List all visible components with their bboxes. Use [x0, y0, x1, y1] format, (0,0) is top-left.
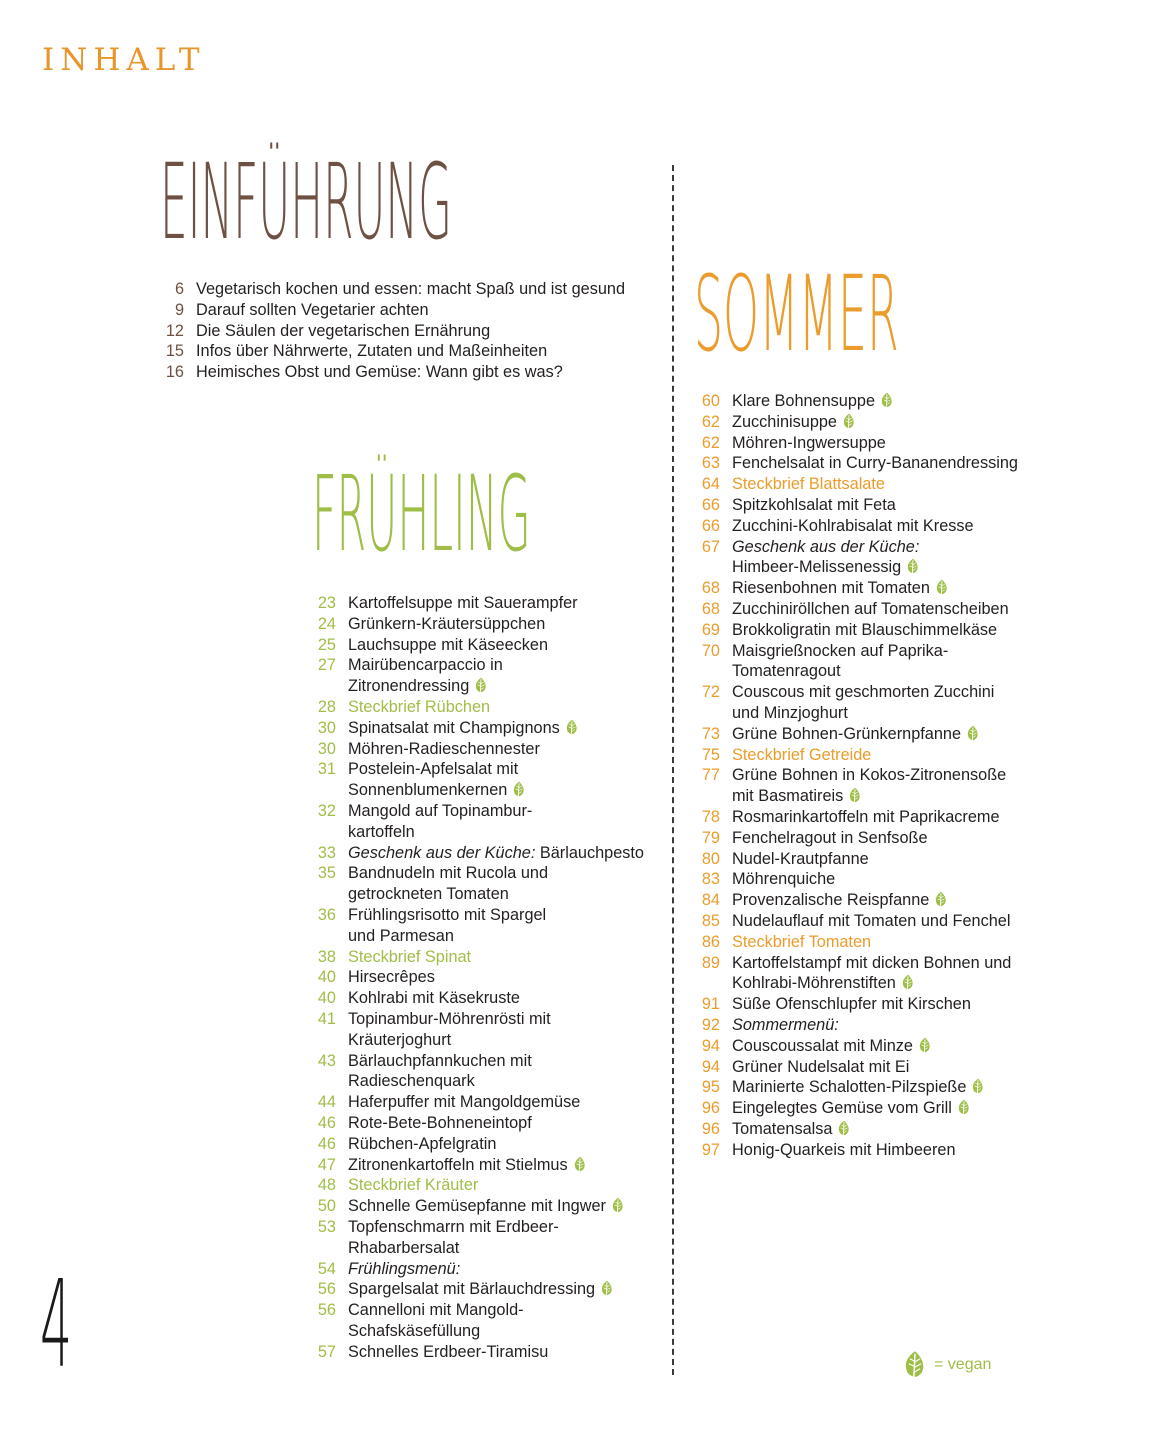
- toc-entry: [300, 739, 644, 760]
- toc-entry: [684, 599, 1018, 620]
- column-divider: [672, 165, 674, 1375]
- toc-entry: [300, 718, 644, 739]
- toc-entry: [684, 1140, 1018, 1161]
- toc-entry-title: Möhrenquiche: [732, 870, 836, 889]
- toc-entry-title: Rübchen-Apfelgratin: [348, 1134, 497, 1153]
- toc-entry-title: Darauf sollten Vegetarier achten: [196, 300, 429, 319]
- section-title-sommer: SOMMER: [694, 253, 899, 375]
- toc-entry-title: Marinierte Schalotten-Pilzspieße: [732, 1078, 967, 1097]
- toc-entry-title: Fenchelragout in Senfsoße: [732, 828, 928, 847]
- toc-page-number: 85: [701, 911, 720, 930]
- leaf-icon: [971, 1078, 985, 1095]
- toc-page-number: 67: [701, 537, 720, 556]
- toc-entry: [684, 932, 1018, 953]
- toc-entry-title: Süße Ofenschlupfer mit Kirschen: [732, 995, 971, 1014]
- toc-page-number: 6: [174, 280, 184, 298]
- toc-entry-text: [720, 724, 980, 745]
- toc-entry: [684, 1015, 1018, 1036]
- toc-list-einfuehrung: [150, 279, 625, 383]
- toc-entry-text: [720, 1077, 985, 1098]
- toc-entry-text: [336, 1175, 478, 1196]
- toc-page-number: 25: [317, 635, 336, 654]
- toc-entry-title: Haferpuffer mit Mangoldgemüse: [348, 1093, 581, 1112]
- toc-page-number: 44: [317, 1093, 336, 1112]
- toc-page-number: 86: [701, 932, 720, 951]
- section-title-fruehling: FRÜHLING: [312, 453, 531, 575]
- legend-label: = vegan: [934, 1356, 992, 1373]
- toc-entry-title: Möhren-Ingwersuppe: [732, 433, 886, 452]
- toc-entry-text: [720, 578, 949, 599]
- toc-entry-text: [720, 682, 994, 724]
- toc-entry: [300, 843, 644, 864]
- toc-entry-text: [720, 807, 1000, 828]
- toc-entry-text: [720, 433, 886, 454]
- leaf-icon: [901, 974, 915, 991]
- toc-entry-italic: Frühlingsmenü:: [348, 1259, 461, 1278]
- toc-entry: [300, 614, 644, 635]
- toc-entry-title: Tomatensalsa: [732, 1119, 833, 1138]
- toc-entry-title: Mangold auf Topinambur- kartoffeln: [348, 801, 533, 841]
- leaf-icon: [565, 719, 579, 736]
- toc-entry-text: [184, 321, 490, 342]
- toc-entry-text: [720, 453, 1018, 474]
- toc-page-number: 66: [701, 495, 720, 514]
- toc-page-number: 68: [701, 599, 720, 618]
- toc-entry: [300, 1113, 644, 1134]
- toc-entry-title: Zucchinisuppe: [732, 412, 837, 431]
- toc-entry: [150, 362, 625, 383]
- toc-entry-text: [720, 911, 1010, 932]
- toc-entry-text: [720, 474, 885, 495]
- toc-entry-title: Schnelles Erdbeer-Tiramisu: [348, 1342, 549, 1361]
- toc-entry-text: [336, 635, 548, 656]
- toc-entry-title: Die Säulen der vegetarischen Ernährung: [196, 321, 491, 340]
- toc-page-number: 60: [701, 392, 720, 410]
- toc-page-number: 16: [165, 363, 184, 382]
- toc-entry-title: Schnelle Gemüsepfanne mit Ingwer: [348, 1197, 606, 1216]
- toc-entry-italic: Geschenk aus der Küche:: [732, 537, 920, 556]
- leaf-icon: [848, 787, 862, 804]
- toc-entry-title: Grünkern-Kräutersüppchen: [348, 614, 546, 633]
- toc-entry: [150, 341, 625, 362]
- toc-entry-text: [336, 1259, 460, 1280]
- toc-entry-italic: Geschenk aus der Küche:: [348, 843, 536, 862]
- toc-entry-text: [184, 279, 625, 300]
- toc-entry-text: [720, 620, 997, 641]
- toc-entry-text: [720, 890, 948, 911]
- toc-page-number: 78: [701, 807, 720, 826]
- toc-entry-text: [336, 1009, 551, 1051]
- toc-entry-text: [720, 1015, 839, 1036]
- toc-page-number: 27: [317, 656, 336, 675]
- toc-page-number: 77: [701, 766, 720, 785]
- toc-page-number: 83: [701, 870, 720, 889]
- toc-entry: [684, 807, 1018, 828]
- toc-entry: [300, 635, 644, 656]
- toc-entry-title: Klare Bohnensuppe: [732, 392, 876, 410]
- toc-page-number: 12: [165, 321, 184, 340]
- toc-entry-text: [336, 655, 503, 697]
- toc-page-number: 79: [701, 828, 720, 847]
- toc-entry: [684, 1036, 1018, 1057]
- toc-entry-text: [336, 947, 471, 968]
- toc-entry-title: Himbeer-Melissenessig: [732, 558, 902, 577]
- toc-entry-text: [336, 1051, 532, 1093]
- page-header: INHALT: [42, 42, 206, 78]
- toc-entry: [684, 765, 1018, 807]
- toc-page-number: 46: [317, 1113, 336, 1132]
- toc-entry-text: [336, 863, 548, 905]
- toc-page-number: 80: [701, 849, 720, 868]
- toc-entry: [684, 953, 1018, 995]
- toc-entry: [684, 641, 1018, 683]
- toc-page-number: 40: [317, 968, 336, 987]
- toc-page-number: 32: [317, 801, 336, 820]
- toc-entry: [684, 682, 1018, 724]
- toc-entry-title: Bärlauchpfannkuchen mit Radieschenquark: [348, 1051, 532, 1091]
- toc-entry: [684, 1098, 1018, 1119]
- toc-entry-title: Nudelauflauf mit Tomaten und Fenchel: [732, 911, 1011, 930]
- toc-entry: [300, 655, 644, 697]
- leaf-icon: [934, 891, 948, 908]
- toc-page-number: 54: [317, 1259, 336, 1278]
- toc-entry: [300, 1196, 644, 1217]
- toc-entry-text: [336, 614, 545, 635]
- leaf-icon: [512, 781, 526, 798]
- toc-entry: [300, 863, 644, 905]
- toc-entry: [684, 1077, 1018, 1098]
- toc-entry-title: Fenchelsalat in Curry-Bananendressing: [732, 454, 1018, 473]
- toc-entry-title: Topinambur-Möhrenrösti mit Kräuterjoghurt: [348, 1009, 551, 1049]
- toc-entry-text: [336, 1155, 587, 1176]
- toc-page-number: 95: [701, 1078, 720, 1097]
- toc-entry-text: [184, 300, 429, 321]
- toc-entry: [684, 495, 1018, 516]
- toc-page-number: 69: [701, 620, 720, 639]
- toc-entry-title: Hirsecrêpes: [348, 968, 435, 987]
- toc-page-number: 31: [317, 760, 336, 779]
- toc-page-number: 97: [701, 1140, 720, 1159]
- vegan-legend: [902, 1350, 991, 1380]
- toc-page-number: 38: [317, 947, 336, 966]
- toc-page-number: 50: [317, 1197, 336, 1216]
- toc-entry-title: Kohlrabi mit Käsekruste: [348, 989, 520, 1008]
- toc-entry-title: Rote-Bete-Bohneneintopf: [348, 1113, 532, 1132]
- toc-page-number: 89: [701, 953, 720, 972]
- toc-entry-text: [720, 641, 948, 683]
- toc-entry-title: Honig-Quarkeis mit Himbeeren: [732, 1140, 956, 1159]
- toc-entry-title: Couscoussalat mit Minze: [732, 1036, 913, 1055]
- toc-entry: [300, 1342, 644, 1363]
- toc-entry-text: [720, 765, 1006, 807]
- toc-page-number: 47: [317, 1155, 336, 1174]
- toc-entry-text: [336, 1300, 524, 1342]
- toc-entry-title: Steckbrief Getreide: [732, 745, 872, 764]
- toc-entry-title: Postelein-Apfelsalat mit Sonnenblumenkernen: [348, 760, 519, 800]
- toc-page-number: 92: [701, 1015, 720, 1034]
- leaf-icon: [966, 725, 980, 742]
- toc-entry: [684, 537, 1018, 579]
- toc-entry-text: [336, 801, 532, 843]
- toc-page-number: 15: [165, 342, 184, 361]
- toc-entry: [300, 1217, 644, 1259]
- toc-entry-text: [720, 412, 856, 433]
- toc-entry: [684, 911, 1018, 932]
- toc-entry-title: Provenzalische Reispfanne: [732, 891, 930, 910]
- toc-entry-title: Spargelsalat mit Bärlauchdressing: [348, 1280, 596, 1299]
- toc-entry-title: Lauchsuppe mit Käseecken: [348, 635, 549, 654]
- toc-entry-title: Zucchiniröllchen auf Tomatenscheiben: [732, 599, 1009, 618]
- toc-page-number: 63: [701, 454, 720, 473]
- toc-entry: [684, 745, 1018, 766]
- toc-entry-title: Steckbrief Spinat: [348, 947, 472, 966]
- toc-entry: [684, 474, 1018, 495]
- toc-entry-text: [336, 905, 546, 947]
- toc-entry-title: Spitzkohlsalat mit Feta: [732, 495, 896, 514]
- toc-entry-title: Bärlauchpesto: [535, 843, 644, 862]
- toc-entry: [300, 1092, 644, 1113]
- toc-entry-title: Vegetarisch kochen und essen: macht Spaß und ist gesund: [196, 280, 626, 298]
- toc-entry-title: Brokkoligratin mit Blauschimmelkäse: [732, 620, 998, 639]
- toc-entry-text: [336, 843, 644, 864]
- toc-entry-text: [720, 953, 1011, 995]
- toc-page-number: 75: [701, 745, 720, 764]
- toc-entry-title: Bandnudeln mit Rucola und getrockneten Tomaten: [348, 864, 549, 904]
- toc-entry-title: Zucchini-Kohlrabisalat mit Kresse: [732, 516, 974, 535]
- toc-page-number: 53: [317, 1217, 336, 1236]
- toc-entry-text: [720, 516, 974, 537]
- toc-entry: [300, 947, 644, 968]
- toc-entry-title: Kartoffelsuppe mit Sauerampfer: [348, 594, 578, 612]
- toc-entry-text: [720, 1057, 909, 1078]
- toc-entry-text: [336, 759, 526, 801]
- toc-entry-text: [720, 869, 835, 890]
- toc-entry: [684, 620, 1018, 641]
- toc-entry-title: Rosmarinkartoffeln mit Paprikacreme: [732, 807, 1000, 826]
- leaf-icon: [918, 1037, 932, 1054]
- toc-list-fruehling: [300, 593, 644, 1362]
- toc-entry: [300, 593, 644, 614]
- toc-entry-text: [336, 967, 435, 988]
- toc-entry-title: Nudel-Krautpfanne: [732, 849, 869, 868]
- toc-entry-text: [720, 932, 871, 953]
- toc-entry: [300, 801, 644, 843]
- leaf-icon: [837, 1120, 851, 1137]
- toc-page-number: 28: [317, 697, 336, 716]
- toc-entry: [300, 1051, 644, 1093]
- toc-entry-text: [336, 988, 520, 1009]
- toc-entry-title: Spinatsalat mit Champignons: [348, 718, 560, 737]
- toc-entry: [300, 1175, 644, 1196]
- toc-entry: [684, 1057, 1018, 1078]
- toc-page-number: 96: [701, 1099, 720, 1118]
- toc-entry-text: [720, 1036, 932, 1057]
- toc-page-number: 94: [701, 1036, 720, 1055]
- toc-entry-title: Maisgrießnocken auf Paprika- Tomatenragout: [732, 641, 949, 681]
- leaf-icon: [957, 1099, 971, 1116]
- toc-entry-title: Zitronenkartoffeln mit Stielmus: [348, 1155, 568, 1174]
- toc-entry-title: Steckbrief Tomaten: [732, 932, 872, 951]
- toc-page-number: 56: [317, 1280, 336, 1299]
- toc-entry: [684, 391, 1018, 412]
- toc-page-number: 72: [701, 683, 720, 702]
- toc-page-number: 62: [701, 433, 720, 452]
- toc-entry-title: Grüne Bohnen in Kokos-Zitronensoße mit Basmatireis: [732, 766, 1007, 806]
- toc-entry-title: Riesenbohnen mit Tomaten: [732, 579, 930, 598]
- toc-entry-title: Möhren-Radieschennester: [348, 739, 540, 758]
- toc-entry: [300, 1009, 644, 1051]
- toc-entry: [150, 321, 625, 342]
- toc-page-number: 57: [317, 1342, 336, 1361]
- toc-page-number: 23: [317, 594, 336, 612]
- toc-entry: [684, 578, 1018, 599]
- toc-page-number: 46: [317, 1134, 336, 1153]
- toc-page-number: 70: [701, 641, 720, 660]
- page-number: 4: [40, 1256, 73, 1395]
- toc-entry-title: Mairübencarpaccio in Zitronendressing: [348, 656, 503, 696]
- toc-page-number: 43: [317, 1051, 336, 1070]
- toc-entry-title: Grüne Bohnen-Grünkernpfanne: [732, 724, 961, 743]
- toc-page-number: 94: [701, 1057, 720, 1076]
- toc-entry-text: [720, 745, 871, 766]
- toc-entry: [150, 300, 625, 321]
- toc-page-number: 41: [317, 1009, 336, 1028]
- toc-entry-title: Infos über Nährwerte, Zutaten und Maßeinheiten: [196, 342, 548, 361]
- toc-entry-text: [336, 1217, 559, 1259]
- toc-entry-text: [720, 495, 896, 516]
- toc-entry-text: [336, 1342, 548, 1363]
- toc-entry-title: Eingelegtes Gemüse vom Grill: [732, 1099, 952, 1118]
- toc-entry-text: [720, 1140, 956, 1161]
- toc-page-number: 24: [317, 614, 336, 633]
- toc-entry-text: [336, 1113, 532, 1134]
- leaf-icon: [880, 392, 894, 409]
- leaf-icon: [842, 413, 856, 430]
- toc-entry-text: [720, 599, 1009, 620]
- toc-page-number: 48: [317, 1176, 336, 1195]
- toc-entry: [300, 967, 644, 988]
- toc-entry: [684, 516, 1018, 537]
- toc-entry-text: [336, 1196, 625, 1217]
- toc-entry: [684, 828, 1018, 849]
- toc-page-number: 30: [317, 718, 336, 737]
- toc-entry-text: [720, 994, 971, 1015]
- toc-entry-text: [336, 1134, 496, 1155]
- leaf-icon: [573, 1156, 587, 1173]
- toc-entry: [684, 412, 1018, 433]
- toc-page-number: 56: [317, 1301, 336, 1320]
- toc-entry-text: [336, 739, 540, 760]
- toc-entry-title: Heimisches Obst und Gemüse: Wann gibt es was?: [196, 363, 563, 382]
- toc-entry-text: [336, 1092, 580, 1113]
- toc-entry: [684, 869, 1018, 890]
- toc-entry-text: [184, 341, 547, 362]
- toc-page-number: 96: [701, 1119, 720, 1138]
- toc-entry-text: [336, 718, 579, 739]
- toc-page-number: 73: [701, 724, 720, 743]
- toc-entry: [150, 279, 625, 300]
- toc-entry-title: Steckbrief Blattsalate: [732, 475, 885, 494]
- leaf-icon: [935, 579, 949, 596]
- toc-page-number: 36: [317, 905, 336, 924]
- toc-page-number: 84: [701, 891, 720, 910]
- leaf-icon: [600, 1280, 614, 1297]
- toc-entry-text: [720, 391, 894, 412]
- toc-entry: [684, 724, 1018, 745]
- toc-entry-text: [720, 537, 920, 579]
- toc-page-number: 64: [701, 475, 720, 494]
- toc-entry: [300, 905, 644, 947]
- toc-entry: [300, 1134, 644, 1155]
- toc-entry: [300, 759, 644, 801]
- section-title-einfuehrung: EINFÜHRUNG: [160, 141, 452, 263]
- toc-page-number: 35: [317, 864, 336, 883]
- leaf-icon: [906, 558, 920, 575]
- toc-entry: [300, 988, 644, 1009]
- toc-entry: [300, 1155, 644, 1176]
- toc-entry-text: [720, 828, 928, 849]
- toc-entry-title: Kartoffelstampf mit dicken Bohnen und Kohlrabi-Möhrenstiften: [732, 953, 1012, 993]
- toc-entry-title: Topfenschmarrn mit Erdbeer- Rhabarbersalat: [348, 1217, 559, 1257]
- toc-entry-text: [720, 1098, 971, 1119]
- toc-entry-title: Steckbrief Kräuter: [348, 1176, 479, 1195]
- toc-page-number: 68: [701, 579, 720, 598]
- toc-entry: [300, 1259, 644, 1280]
- toc-page-number: 9: [174, 300, 184, 319]
- toc-entry: [684, 1119, 1018, 1140]
- toc-entry: [684, 453, 1018, 474]
- leaf-icon: [902, 1350, 928, 1380]
- toc-entry: [684, 433, 1018, 454]
- toc-entry-text: [336, 593, 578, 614]
- toc-entry-title: Frühlingsrisotto mit Spargel und Parmesan: [348, 905, 547, 945]
- toc-entry: [684, 849, 1018, 870]
- leaf-icon: [474, 677, 488, 694]
- toc-page-number: 40: [317, 989, 336, 1008]
- toc-entry: [684, 890, 1018, 911]
- toc-entry-title: Steckbrief Rübchen: [348, 697, 491, 716]
- leaf-icon: [611, 1197, 625, 1214]
- toc-entry-text: [720, 1119, 851, 1140]
- toc-entry-title: Grüner Nudelsalat mit Ei: [732, 1057, 910, 1076]
- toc-page-number: 33: [317, 843, 336, 862]
- toc-entry-text: [184, 362, 563, 383]
- toc-entry-text: [336, 1279, 614, 1300]
- toc-entry: [300, 1300, 644, 1342]
- toc-entry-text: [336, 697, 490, 718]
- toc-entry: [300, 697, 644, 718]
- toc-list-sommer: [684, 391, 1018, 1160]
- toc-entry-title: Cannelloni mit Mangold- Schafskäsefüllung: [348, 1301, 524, 1340]
- toc-page-number: 30: [317, 739, 336, 758]
- toc-entry-title: Couscous mit geschmorten Zucchini und Minzjoghurt: [732, 683, 995, 722]
- toc-entry-text: [720, 849, 869, 870]
- toc-page-number: 62: [701, 412, 720, 431]
- toc-entry: [300, 1279, 644, 1300]
- toc-page-number: 91: [701, 995, 720, 1014]
- toc-page-number: 66: [701, 516, 720, 535]
- toc-entry-italic: Sommermenü:: [732, 1015, 839, 1034]
- toc-entry: [684, 994, 1018, 1015]
